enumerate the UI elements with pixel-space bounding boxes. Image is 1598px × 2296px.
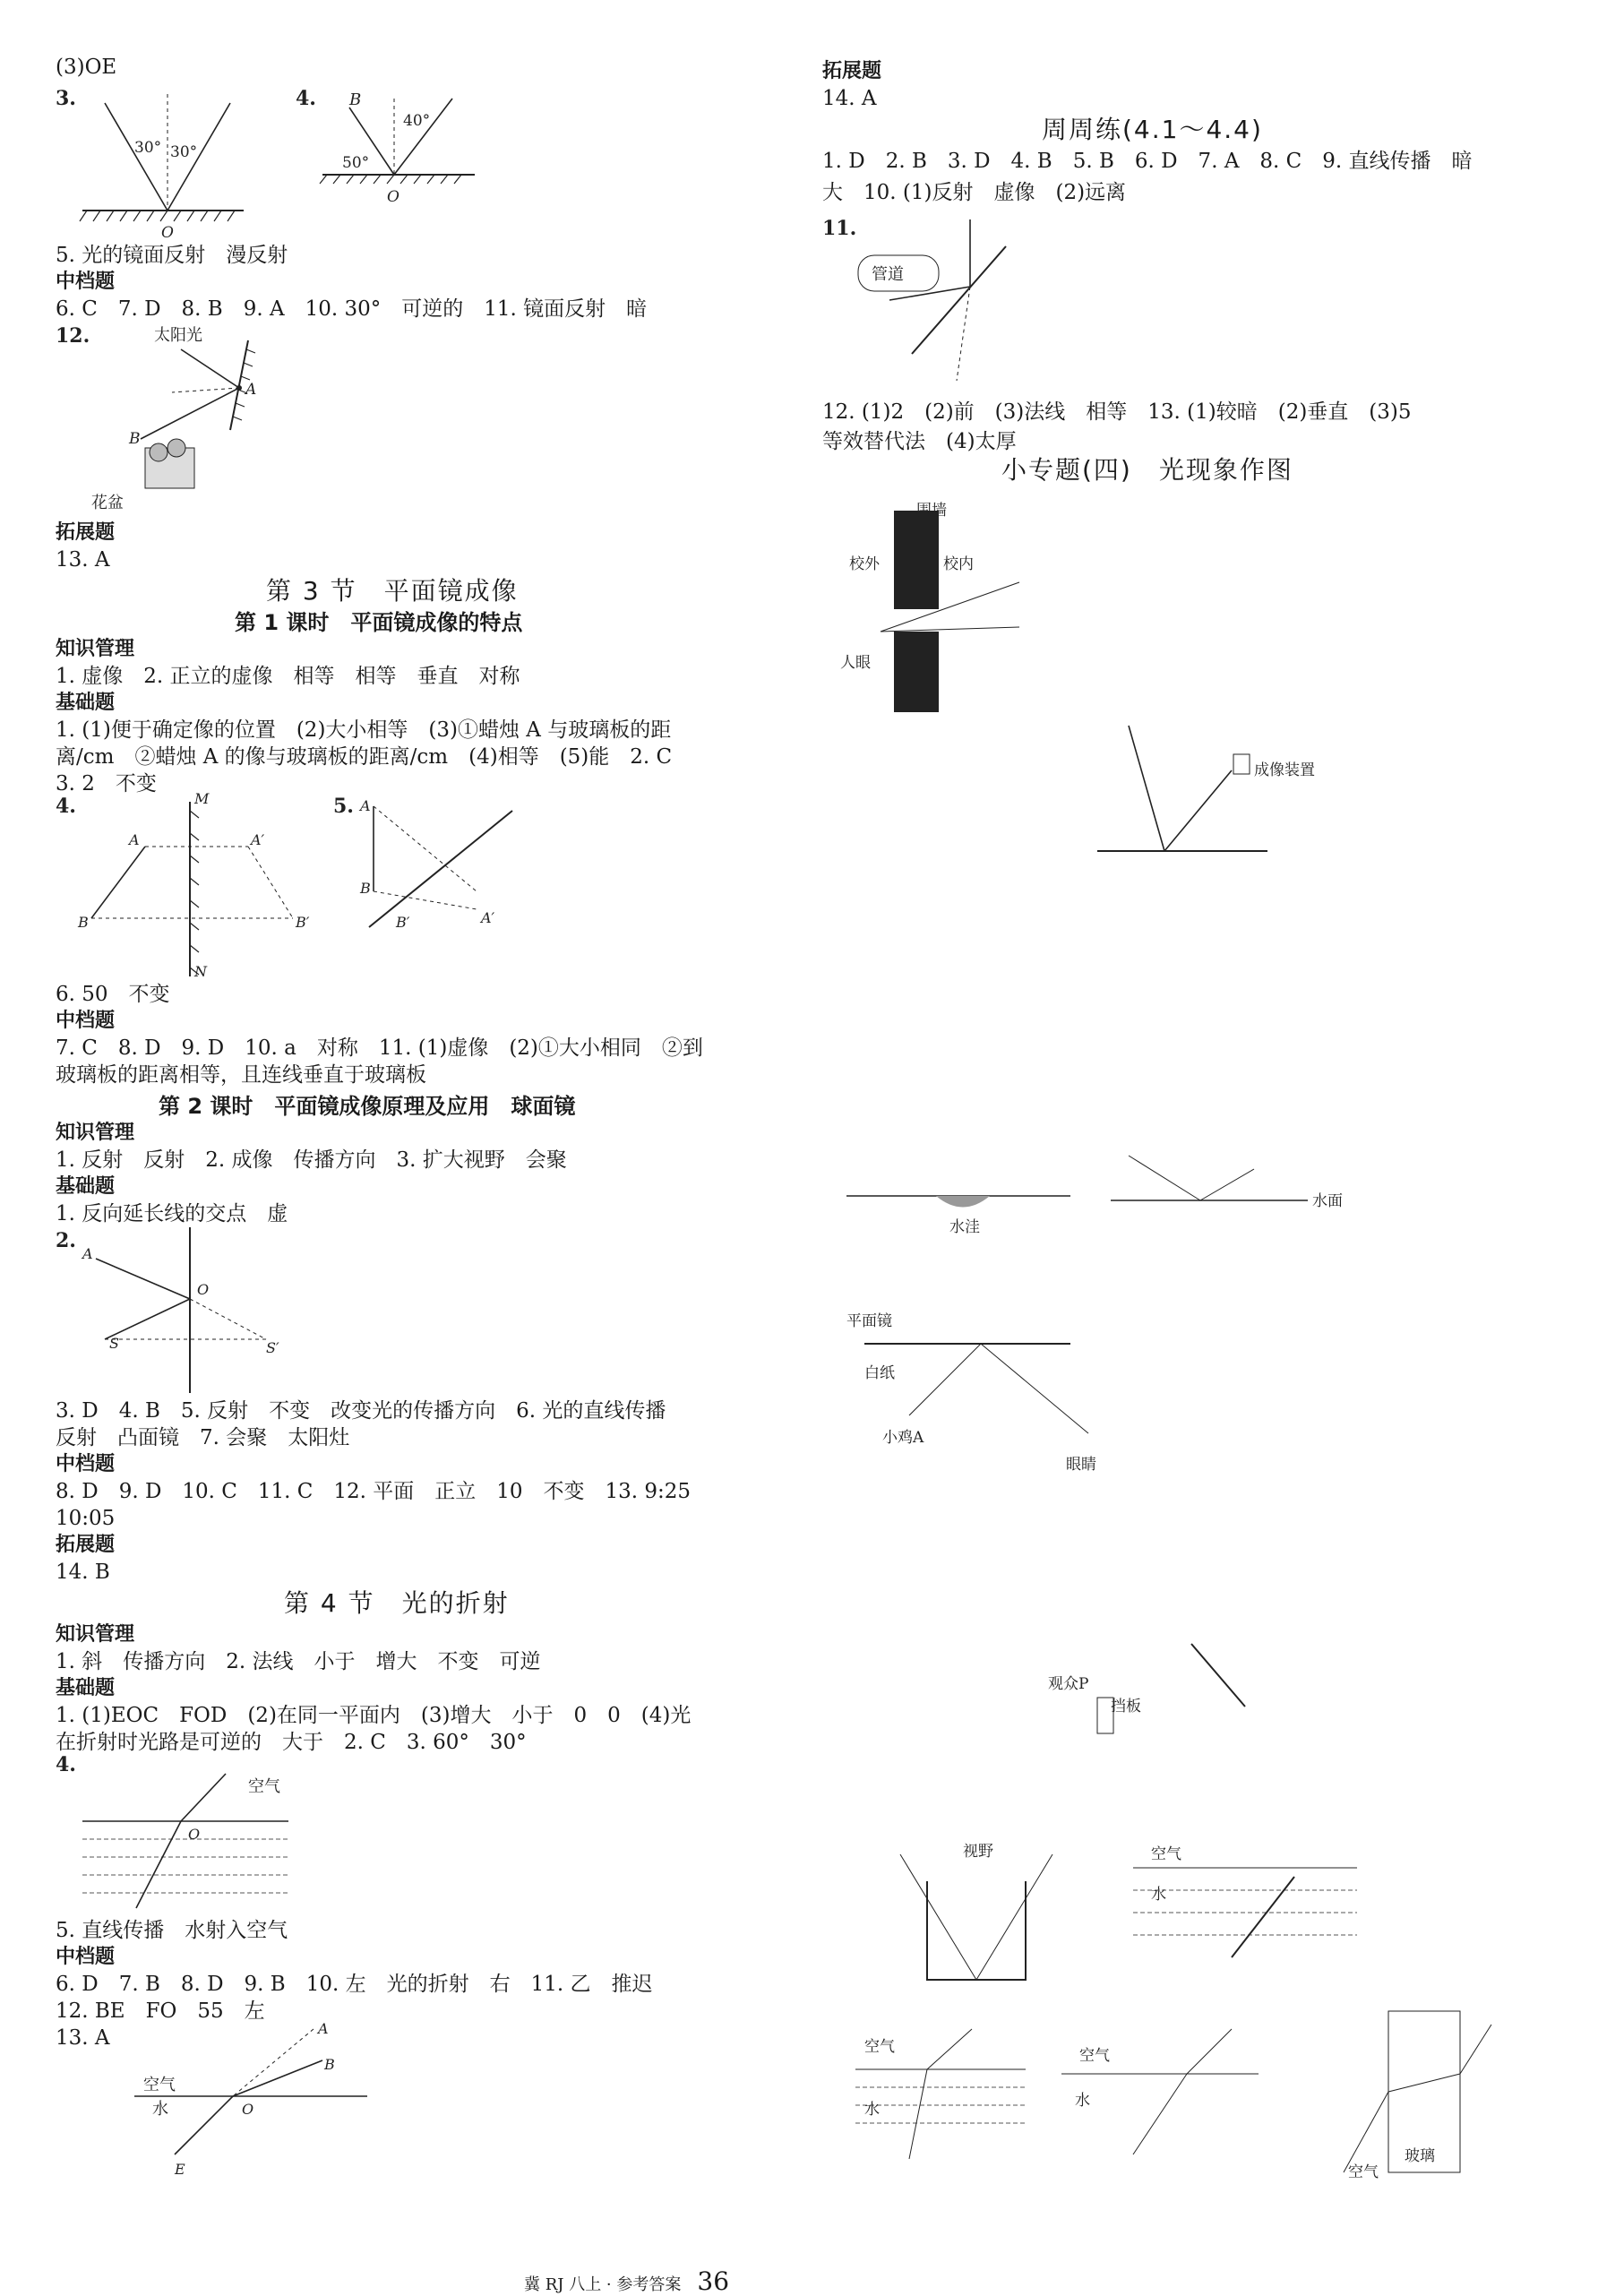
svg-text:A′: A′ <box>481 909 495 926</box>
left-line-1: 5. 光的镜面反射 漫反射 <box>56 244 288 267</box>
figure-water-8 <box>1111 1147 1379 1263</box>
figure-water-14 <box>1124 1841 1366 1975</box>
left-line-28: 拓展题 <box>56 1534 116 1556</box>
left-line-2: 中档题 <box>56 271 116 293</box>
figure-air-water-15 <box>855 2025 1044 2177</box>
left-line-17: 玻璃板的距离相等，且连线垂直于玻璃板 <box>56 1063 426 1087</box>
svg-text:O: O <box>161 224 174 242</box>
left-line-19: 知识管理 <box>56 1122 135 1144</box>
svg-text:O: O <box>197 1281 210 1298</box>
figure-imaging-4 <box>1070 717 1321 896</box>
figure-refraction-13 <box>134 2020 385 2181</box>
right-line-3: 1. D 2. B 3. D 4. B 5. B 6. D 7. A 8. C 9. 直线传播 暗 <box>822 150 1473 173</box>
left-line-29: 14. B <box>56 1561 110 1584</box>
svg-text:水: 水 <box>864 2101 880 2119</box>
svg-text:4.: 4. <box>56 1753 76 1776</box>
left-line-36: 5. 直线传播 水射入空气 <box>56 1919 288 1942</box>
right-line-6: 等效替代法 (4)太厚 <box>822 430 1017 453</box>
svg-text:围墙: 围墙 <box>916 502 947 520</box>
svg-text:O: O <box>387 188 400 206</box>
svg-text:A: A <box>360 797 371 814</box>
svg-text:A: A <box>245 381 257 399</box>
left-line-0: (3)OE <box>56 56 117 79</box>
left-line-10: 基础题 <box>56 692 116 714</box>
svg-text:视野: 视野 <box>963 1843 993 1861</box>
left-line-7: 第 1 课时 平面镜成像的特点 <box>235 610 523 635</box>
svg-text:空气: 空气 <box>143 2076 176 2094</box>
figure-view-13-2 <box>846 1836 1070 1989</box>
svg-text:空气: 空气 <box>1151 1845 1181 1863</box>
left-line-34: 1. (1)EOC FOD (2)在同一平面内 (3)增大 小于 0 0 (4)光 <box>56 1704 692 1727</box>
svg-text:A: A <box>82 1245 93 1262</box>
page-footer: 冀 RJ 八上 · 参考答案 36 <box>524 2266 730 2296</box>
svg-text:水: 水 <box>152 2100 168 2119</box>
svg-text:40°: 40° <box>403 112 431 130</box>
left-line-26: 8. D 9. D 10. C 11. C 12. 平面 正立 10 不变 13. 9:25 <box>56 1480 692 1503</box>
left-line-6: 第 3 节 平面镜成像 <box>266 576 519 606</box>
svg-text:2.: 2. <box>56 1229 76 1252</box>
figure-board-12 <box>1048 1626 1281 1751</box>
svg-text:N: N <box>194 963 207 980</box>
right-line-0: 拓展题 <box>822 60 882 82</box>
svg-text:人眼: 人眼 <box>840 654 871 672</box>
svg-text:4.: 4. <box>56 795 76 818</box>
svg-text:B: B <box>78 914 89 931</box>
right-line-4: 大 10. (1)反射 虚像 (2)远离 <box>822 181 1127 204</box>
left-line-39: 12. BE FO 55 左 <box>56 1999 265 2023</box>
left-line-24: 反射 凸面镜 7. 会聚 太阳灶 <box>56 1426 350 1449</box>
figure-reflection-3 <box>56 85 253 246</box>
svg-text:校外: 校外 <box>849 555 880 573</box>
svg-text:12.: 12. <box>56 324 90 348</box>
left-line-13: 3. 2 不变 <box>56 772 157 795</box>
svg-text:眼睛: 眼睛 <box>1066 1456 1096 1474</box>
svg-text:平面镜: 平面镜 <box>846 1312 892 1330</box>
svg-text:A: A <box>318 2020 329 2037</box>
svg-text:水: 水 <box>1151 1886 1166 1904</box>
svg-text:水: 水 <box>1075 2092 1090 2110</box>
left-line-21: 基础题 <box>56 1175 116 1198</box>
svg-text:B′: B′ <box>296 914 310 931</box>
figure-pipe-11 <box>822 215 1055 394</box>
right-line-7: 小专题(四) 光现象作图 <box>1001 455 1293 485</box>
figure-wall-1 <box>822 502 1037 717</box>
svg-text:挡板: 挡板 <box>1111 1698 1141 1716</box>
left-line-33: 基础题 <box>56 1677 116 1699</box>
left-line-5: 13. A <box>56 548 110 572</box>
svg-text:空气: 空气 <box>864 2038 895 2056</box>
svg-text:空气: 空气 <box>1079 2047 1110 2065</box>
svg-text:M: M <box>194 793 210 807</box>
svg-text:校内: 校内 <box>943 555 974 573</box>
svg-text:花盆: 花盆 <box>91 494 124 512</box>
left-line-23: 3. D 4. B 5. 反射 不变 改变光的传播方向 6. 光的直线传播 <box>56 1399 666 1423</box>
svg-text:E: E <box>175 2161 185 2178</box>
svg-text:空气: 空气 <box>248 1777 280 1796</box>
svg-text:观众P: 观众P <box>1048 1675 1089 1693</box>
svg-text:30°: 30° <box>170 143 198 161</box>
svg-text:B: B <box>349 90 362 109</box>
svg-text:B: B <box>360 880 371 897</box>
figure-sunlight-12 <box>56 322 288 515</box>
svg-text:水洼: 水洼 <box>949 1218 980 1236</box>
left-line-20: 1. 反射 反射 2. 成像 传播方向 3. 扩大视野 会聚 <box>56 1148 567 1172</box>
figure-air-water-16 <box>1061 2025 1267 2168</box>
svg-text:5.: 5. <box>333 795 354 818</box>
svg-text:B: B <box>324 2056 335 2073</box>
svg-text:玻璃: 玻璃 <box>1405 2147 1435 2165</box>
svg-text:水面: 水面 <box>1312 1192 1343 1210</box>
left-line-31: 知识管理 <box>56 1623 135 1646</box>
svg-text:50°: 50° <box>342 154 370 172</box>
svg-text:S: S <box>109 1335 119 1352</box>
figure-chick-9 <box>846 1272 1142 1478</box>
left-line-12: 离/cm ②蜡烛 A 的像与玻璃板的距离/cm (4)相等 (5)能 2. C <box>56 745 673 769</box>
left-line-32: 1. 斜 传播方向 2. 法线 小于 增大 不变 可逆 <box>56 1650 541 1673</box>
left-line-27: 10:05 <box>56 1507 116 1530</box>
figure-puddle-7 <box>846 1138 1079 1245</box>
left-line-11: 1. (1)便于确定像的位置 (2)大小相等 (3)①蜡烛 A 与玻璃板的距 <box>56 718 672 742</box>
svg-text:成像装置: 成像装置 <box>1254 761 1315 779</box>
figure-refraction-4 <box>56 1751 306 1913</box>
left-line-40: 13. A <box>56 2026 110 2050</box>
figure-reflection-4 <box>296 85 484 211</box>
left-line-25: 中档题 <box>56 1453 116 1475</box>
svg-text:11.: 11. <box>822 217 857 240</box>
right-line-2: 周周练(4.1～4.4) <box>1042 115 1263 144</box>
svg-text:3.: 3. <box>56 87 76 110</box>
svg-text:B: B <box>129 430 141 448</box>
svg-text:空气: 空气 <box>1348 2163 1379 2181</box>
left-line-3: 6. C 7. D 8. B 9. A 10. 30° 可逆的 11. 镜面反射 暗 <box>56 297 648 321</box>
figure-mirror-2 <box>56 1227 297 1397</box>
svg-text:B′: B′ <box>396 914 410 931</box>
left-line-9: 1. 虚像 2. 正立的虚像 相等 相等 垂直 对称 <box>56 665 520 688</box>
svg-text:A′: A′ <box>251 831 265 848</box>
right-line-1: 14. A <box>822 87 877 110</box>
left-line-22: 1. 反向延长线的交点 虚 <box>56 1202 288 1225</box>
svg-text:30°: 30° <box>134 139 162 157</box>
svg-text:O: O <box>242 2101 254 2118</box>
left-line-37: 中档题 <box>56 1946 116 1968</box>
left-line-15: 中档题 <box>56 1010 116 1032</box>
svg-text:S′: S′ <box>266 1339 279 1356</box>
figure-mirror-5 <box>333 793 539 945</box>
left-line-16: 7. C 8. D 9. D 10. a 对称 11. (1)虚像 (2)①大小相同 ②到 <box>56 1036 703 1060</box>
svg-text:O: O <box>188 1826 201 1843</box>
left-line-38: 6. D 7. B 8. D 9. B 10. 左 光的折射 右 11. 乙 推迟 <box>56 1973 653 1996</box>
svg-text:4.: 4. <box>296 87 316 110</box>
left-line-4: 拓展题 <box>56 521 116 544</box>
figure-mirror-4 <box>56 793 351 981</box>
svg-text:小鸡A: 小鸡A <box>882 1429 924 1447</box>
svg-text:太阳光: 太阳光 <box>154 326 202 345</box>
right-line-5: 12. (1)2 (2)前 (3)法线 相等 13. (1)较暗 (2)垂直 (3)5 <box>822 400 1412 424</box>
svg-text:A: A <box>129 831 140 848</box>
left-line-35: 在折射时光路是可逆的 大于 2. C 3. 60° 30° <box>56 1731 527 1754</box>
left-line-18: 第 2 课时 平面镜成像原理及应用 球面镜 <box>159 1094 576 1119</box>
svg-text:管道: 管道 <box>872 265 904 284</box>
svg-text:白纸: 白纸 <box>864 1364 895 1382</box>
left-line-14: 6. 50 不变 <box>56 983 170 1006</box>
left-line-30: 第 4 节 光的折射 <box>284 1588 510 1618</box>
figure-glass-17 <box>1308 2007 1505 2186</box>
left-line-8: 知识管理 <box>56 638 135 660</box>
